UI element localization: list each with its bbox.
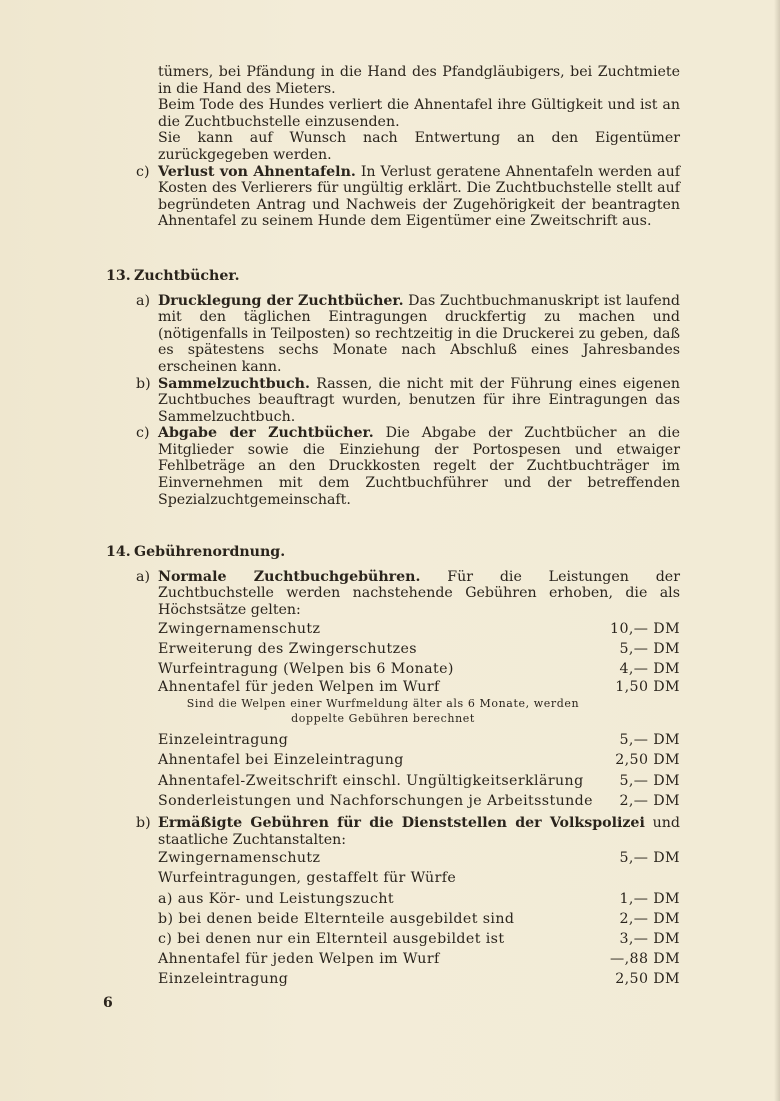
item-text: In Verlust geratene Ahnentafeln werden auf Kosten des Verlierers für ungültig erklärt. Die Zuchtbuchstelle stellt auf begründeten Antrag und Nachweis der Zugehörigkeit der beantragten Ahnentafel zu seinem Hunde dem Eigentümer eine Zweitschrift aus. bbox=[158, 163, 680, 230]
section-number: 13. bbox=[106, 267, 131, 284]
fee-label: Wurfeintragungen, gestaffelt für Würfe bbox=[158, 870, 457, 887]
item-text: und staatliche Zuchtanstalten: bbox=[158, 815, 680, 848]
section-14-heading bbox=[106, 544, 780, 561]
item-text: Die Abgabe der Zuchtbücher an die Mitglieder sowie die Einziehung der Portospesen und etwaiger Fehlbeträge an den Druckkosten regelt der Zuchtbuchträger im Einvernehmen mit dem Zuchtbuchführer und der betreffenden Spezialzuchtgemeinschaft. bbox=[158, 425, 680, 508]
fee-label: a) aus Kör- und Leistungszucht bbox=[158, 890, 394, 907]
fee-row bbox=[158, 868, 680, 888]
item-marker: b) bbox=[136, 375, 151, 392]
fee-row bbox=[158, 949, 680, 969]
fee-amount: 5,— DM bbox=[619, 850, 680, 867]
fee-amount: 2,— DM bbox=[619, 792, 680, 809]
item-text: Das Zuchtbuchmanuskript ist laufend mit den täglichen Eintragungen druckfertig zu machen und (nötigenfalls in Teilposten) so rechtzeitig in die Druckerei zu geben, daß es spätestens sechs Monate nach Abschluß eines Jahresbandes erscheinen kann. bbox=[158, 292, 680, 375]
fee-label: Zwingernamenschutz bbox=[158, 620, 321, 637]
intro-paragraph-2: Beim Tode des Hundes verliert die Ahnentafel ihre Gültigkeit und ist an die Zuchtbuchstelle einzusenden. bbox=[158, 97, 680, 130]
fee-row bbox=[158, 791, 680, 811]
item-14b bbox=[136, 815, 680, 848]
fee-row bbox=[158, 771, 680, 791]
fee-row bbox=[158, 889, 680, 909]
fee-label: Zwingernamenschutz bbox=[158, 850, 321, 867]
fee-amount: 1,— DM bbox=[619, 890, 680, 907]
fee-label: Ahnentafel-Zweitschrift einschl. Ungültigkeitserklärung bbox=[158, 772, 584, 789]
item-marker: c) bbox=[136, 163, 150, 180]
item-13a bbox=[136, 292, 680, 376]
item-marker: c) bbox=[136, 425, 150, 442]
fee-amount: 10,— DM bbox=[610, 620, 680, 637]
fee-row bbox=[158, 909, 680, 929]
section-13-heading bbox=[106, 267, 780, 285]
item-13c bbox=[136, 425, 680, 508]
item-title: Drucklegung der Zuchtbücher. bbox=[158, 292, 404, 309]
item-title: Ermäßigte Gebühren für die Dienststellen der Volkspolizei bbox=[158, 815, 645, 832]
fee-row bbox=[158, 929, 680, 949]
fee-row bbox=[158, 679, 680, 696]
fee-row bbox=[158, 730, 680, 750]
item-marker: b) bbox=[136, 815, 151, 832]
fee-amount: 1,50 DM bbox=[615, 679, 680, 696]
item-marker: a) bbox=[136, 292, 150, 309]
fee-amount: 5,— DM bbox=[619, 732, 680, 749]
fee-amount: 4,— DM bbox=[619, 661, 680, 678]
fee-label: Einzeleintragung bbox=[158, 971, 289, 988]
section-title: Gebührenordnung. bbox=[134, 544, 286, 561]
fee-label: Ahnentafel für jeden Welpen im Wurf bbox=[158, 951, 440, 968]
fee-label: Einzeleintragung bbox=[158, 732, 289, 749]
intro-paragraph-1: tümers, bei Pfändung in die Hand des Pfandgläubigers, bei Zuchtmiete in die Hand des Mieters. bbox=[158, 64, 680, 97]
item-marker: a) bbox=[136, 568, 150, 585]
item-title: Verlust von Ahnentafeln. bbox=[158, 163, 356, 180]
item-14a bbox=[136, 568, 680, 619]
item-13b bbox=[136, 375, 680, 426]
item-title: Abgabe der Zuchtbücher. bbox=[158, 425, 374, 442]
page-number: 6 bbox=[103, 995, 113, 1011]
fee-row bbox=[158, 639, 680, 659]
fee-label: Ahnentafel bei Einzeleintragung bbox=[158, 752, 404, 769]
fee-row bbox=[158, 969, 680, 989]
fee-row bbox=[158, 750, 680, 770]
fee-label: b) bei denen beide Elternteile ausgebildet sind bbox=[158, 910, 515, 927]
item-text: Rassen, die nicht mit der Führung eines eigenen Zuchtbuches beauftragt wurden, benutzen für ihre Eintragungen das Sammelzuchtbuch. bbox=[158, 375, 680, 425]
fee-label: Sonderleistungen und Nachforschungen je Arbeitsstunde bbox=[158, 792, 593, 809]
fee-label: Erweiterung des Zwingerschutzes bbox=[158, 640, 417, 657]
fee-amount: 3,— DM bbox=[619, 931, 680, 948]
fee-amount: —,88 DM bbox=[610, 951, 680, 968]
item-title: Normale Zuchtbuchgebühren. bbox=[158, 568, 421, 585]
item-c-verlust bbox=[136, 163, 680, 230]
fee-amount: 2,— DM bbox=[619, 910, 680, 927]
fee-row bbox=[158, 848, 680, 868]
section-number: 14. bbox=[106, 544, 131, 561]
page-content bbox=[0, 64, 780, 990]
fee-amount: 5,— DM bbox=[619, 640, 680, 657]
section-title: Zuchtbücher. bbox=[134, 267, 240, 284]
fee-label: c) bei denen nur ein Elternteil ausgebildet ist bbox=[158, 931, 505, 948]
item-title: Sammelzuchtbuch. bbox=[158, 375, 310, 392]
fee-note: Sind die Welpen einer Wurfmeldung älter als 6 Monate, werden doppelte Gebühren berechnet bbox=[186, 697, 580, 726]
fee-row bbox=[158, 659, 680, 679]
intro-paragraph-3: Sie kann auf Wunsch nach Entwertung an den Eigentümer zurückgegeben werden. bbox=[158, 130, 680, 163]
fee-label: Ahnentafel für jeden Welpen im Wurf bbox=[158, 679, 440, 696]
item-text: Für die Leistungen der Zuchtbuchstelle werden nachstehende Gebühren erhoben, die als Höchstsätze gelten: bbox=[158, 568, 680, 619]
fee-amount: 2,50 DM bbox=[615, 971, 680, 988]
fee-row bbox=[158, 619, 680, 639]
fee-amount: 2,50 DM bbox=[615, 752, 680, 769]
fee-label: Wurfeintragung (Welpen bis 6 Monate) bbox=[158, 661, 454, 678]
fee-amount: 5,— DM bbox=[619, 772, 680, 789]
